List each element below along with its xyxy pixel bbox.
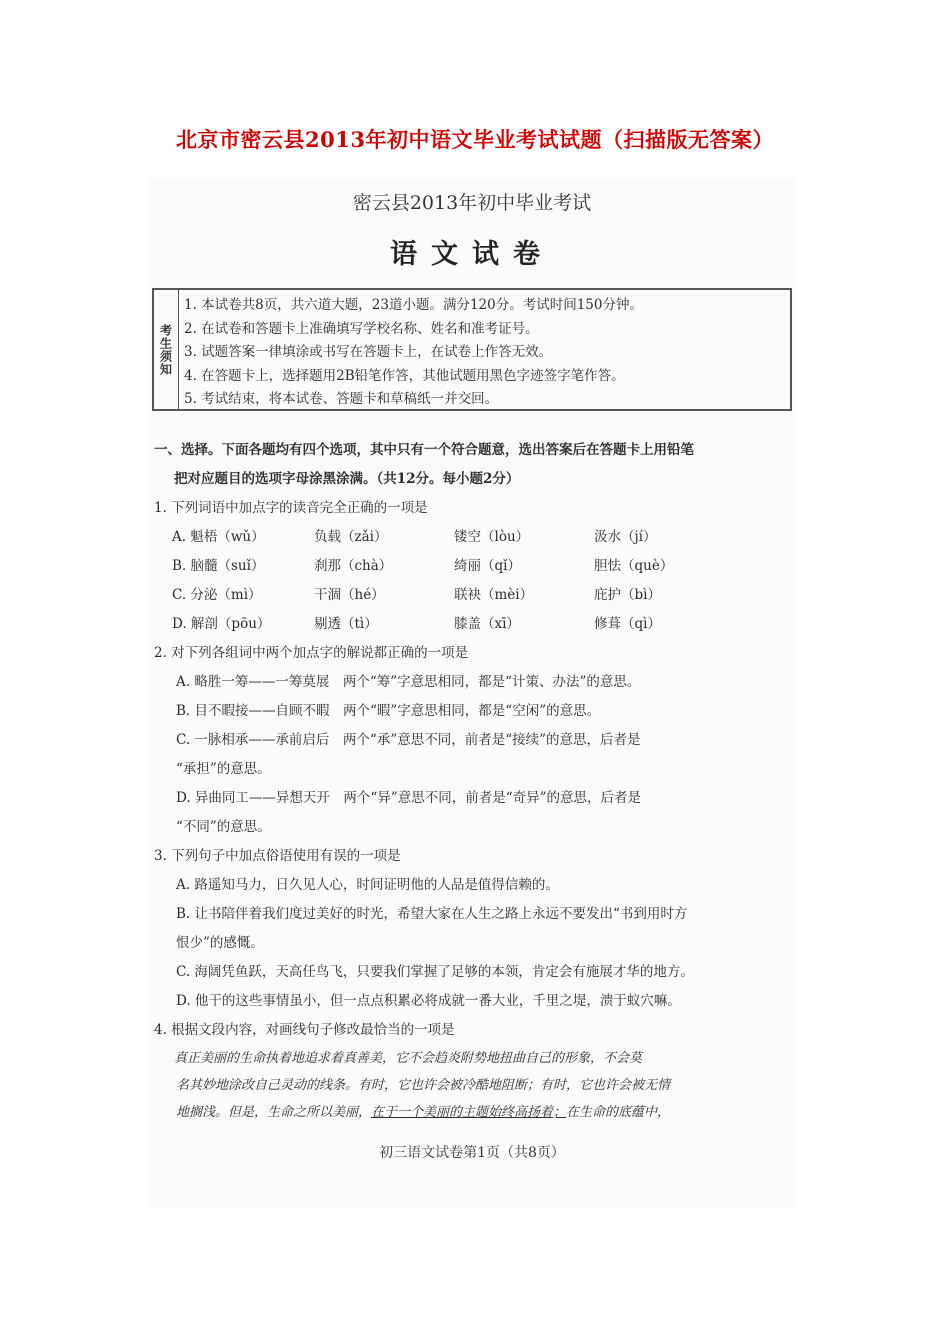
option-cell: 干涸（hé） bbox=[314, 587, 385, 603]
question-2-stem: 2. 对下列各组词中两个加点字的解说都正确的一项是 bbox=[154, 645, 469, 661]
underlined-sentence: 在于一个美丽的主题始终高扬着； bbox=[371, 1105, 567, 1120]
notice-item: 1. 本试卷共8页，共六道大题，23道小题。满分120分。考试时间150分钟。 bbox=[184, 297, 643, 313]
passage-text: 在生命的底蕴中， bbox=[566, 1105, 671, 1120]
option-cell: 绮丽（qǐ） bbox=[454, 558, 521, 574]
question-1-option-row bbox=[154, 523, 790, 552]
question-1-option-row bbox=[154, 552, 790, 581]
question-3-option-continued: 恨少”的感慨。 bbox=[176, 935, 264, 951]
exam-title: 密云县2013年初中毕业考试 bbox=[352, 192, 592, 214]
exam-body bbox=[154, 436, 790, 1126]
notice-heading-cell bbox=[154, 290, 179, 409]
question-3-option: A. 路遥知马力，日久见人心，时间证明他的人品是值得信赖的。 bbox=[176, 877, 559, 893]
option-cell: C. 分泌（mì） bbox=[172, 587, 262, 603]
option-cell: 修葺（qì） bbox=[594, 616, 661, 632]
question-2-option: D. 异曲同工——异想天开 两个“异”意思不同，前者是“奇异”的意思，后者是 bbox=[176, 790, 642, 806]
notice-item: 3. 试题答案一律填涂或书写在答题卡上，在试卷上作答无效。 bbox=[184, 344, 553, 360]
page-footer: 初三语文试卷第1页（共8页） bbox=[379, 1145, 565, 1161]
question-3-option: D. 他干的这些事情虽小，但一点点积累必将成就一番大业，千里之堤，溃于蚁穴嘛。 bbox=[176, 993, 681, 1009]
question-1-stem: 1. 下列词语中加点字的读音完全正确的一项是 bbox=[154, 500, 428, 516]
candidate-notice-box bbox=[152, 288, 792, 411]
section-heading-continued: 把对应题目的选项字母涂黑涂满。（共12分。每小题2分） bbox=[174, 471, 520, 487]
notice-item: 5. 考试结束，将本试卷、答题卡和草稿纸一并交回。 bbox=[184, 391, 499, 407]
option-cell: B. 脑髓（suǐ） bbox=[172, 558, 265, 574]
option-cell: 负载（zǎi） bbox=[314, 529, 388, 545]
option-cell: A. 魁梧（wǔ） bbox=[172, 529, 265, 545]
option-cell: 汲水（jí） bbox=[594, 529, 657, 545]
question-3-option: C. 海阔凭鱼跃，天高任鸟飞，只要我们掌握了足够的本领，肯定会有施展才华的地方。 bbox=[176, 964, 694, 980]
passage-line: 名其妙地涂改自己灵动的线条。有时，它也许会被冷酷地阻断；有时，它也许会被无情 bbox=[176, 1078, 671, 1093]
option-cell: 刹那（chà） bbox=[314, 558, 393, 574]
option-cell: 镂空（lòu） bbox=[454, 529, 530, 545]
option-cell: 联袂（mèi） bbox=[454, 587, 534, 603]
option-cell: 膝盖（xī） bbox=[454, 616, 520, 632]
question-3-stem: 3. 下列句子中加点俗语使用有误的一项是 bbox=[154, 848, 401, 864]
question-4-passage bbox=[154, 1045, 790, 1126]
document-title: 北京市密云县2013年初中语文毕业考试试题（扫描版无答案） bbox=[176, 127, 774, 152]
passage-line: 真正美丽的生命执着地追求着真善美，它不会趋炎附势地扭曲自己的形象，不会莫 bbox=[174, 1051, 643, 1066]
question-2-option-continued: “承担”的意思。 bbox=[176, 761, 271, 777]
question-1-option-row bbox=[154, 610, 790, 639]
notice-item: 2. 在试卷和答题卡上准确填写学校名称、姓名和准考证号。 bbox=[184, 320, 539, 337]
question-2-option: C. 一脉相承——承前启后 两个“承”意思不同，前者是“接续”的意思，后者是 bbox=[176, 732, 641, 748]
passage-line bbox=[154, 1099, 790, 1126]
passage-text: 地搁浅。但是，生命之所以美丽， bbox=[176, 1105, 372, 1120]
paper-title: 语文试卷 bbox=[390, 239, 554, 270]
question-2-option: A. 略胜一筹——一筹莫展 两个“筹”字意思相同，都是“计策、办法”的意思。 bbox=[176, 674, 641, 690]
option-cell: D. 解剖（pōu） bbox=[172, 616, 271, 632]
question-2-option-continued: “不同”的意思。 bbox=[176, 819, 271, 835]
question-1-option-row bbox=[154, 581, 790, 610]
notice-list bbox=[184, 294, 784, 412]
option-cell: 庇护（bì） bbox=[594, 587, 661, 603]
notice-heading: 考生须知 bbox=[158, 323, 173, 376]
option-cell: 剔透（tì） bbox=[314, 616, 378, 632]
question-4-stem: 4. 根据文段内容，对画线句子修改最恰当的一项是 bbox=[154, 1022, 455, 1038]
question-2-option: B. 目不暇接——自顾不暇 两个“暇”字意思相同，都是“空闲”的意思。 bbox=[176, 703, 601, 719]
option-cell: 胆怯（què） bbox=[594, 558, 674, 574]
section-heading: 一、选择。下面各题均有四个选项，其中只有一个符合题意，选出答案后在答题卡上用铅笔 bbox=[154, 442, 694, 458]
scanned-exam-page bbox=[148, 178, 796, 1208]
notice-item: 4. 在答题卡上，选择题用2B铅笔作答，其他试题用黑色字迹签字笔作答。 bbox=[184, 367, 625, 384]
question-3-option: B. 让书陪伴着我们度过美好的时光，希望大家在人生之路上永远不要发出“书到用时方 bbox=[176, 906, 688, 922]
